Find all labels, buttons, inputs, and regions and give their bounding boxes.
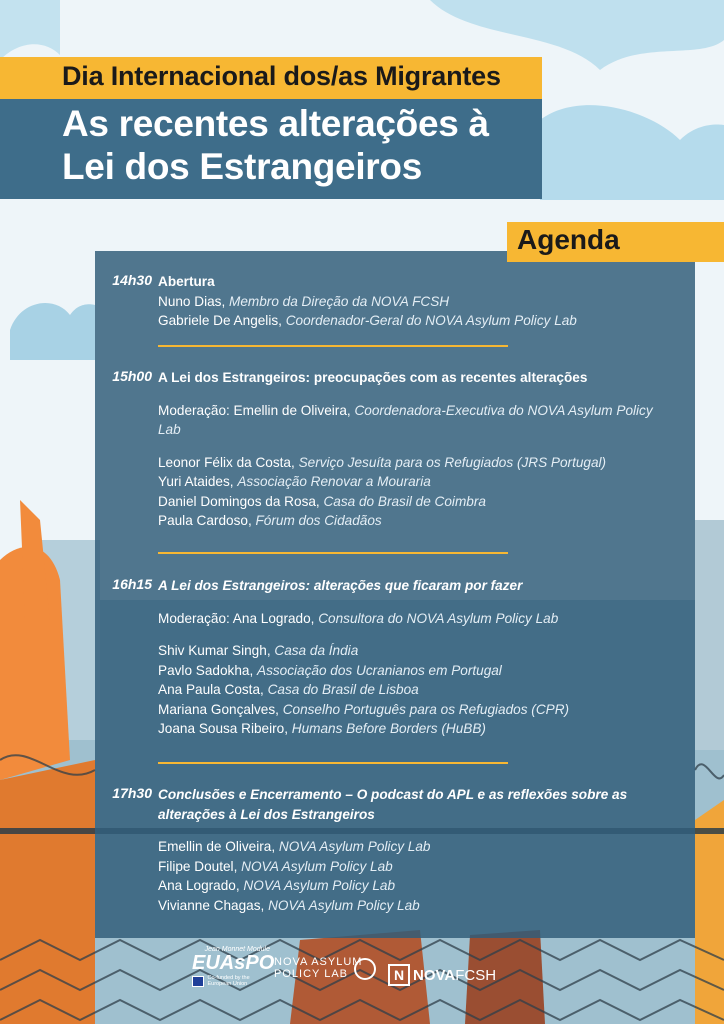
speaker-name: Yuri Ataides — [158, 474, 230, 489]
speaker: Emellin de Oliveira, NOVA Asylum Policy Lab — [158, 839, 431, 854]
event-kicker-band — [0, 57, 542, 99]
speaker: Filipe Doutel, NOVA Asylum Policy Lab — [158, 858, 393, 874]
speaker-role: Associação dos Ucranianos em Portugal — [257, 662, 502, 678]
speaker: Mariana Gonçalves, Conselho Português para os Refugiados (CPR) — [158, 701, 570, 717]
speaker: Leonor Félix da Costa, Serviço Jesuíta para os Refugiados (JRS Portugal) — [158, 454, 607, 470]
eu-flag-icon — [192, 976, 204, 987]
speaker: Gabriele De Angelis, Coordenador-Geral do NOVA Asylum Policy Lab — [158, 313, 577, 328]
section-divider — [158, 552, 508, 554]
speaker-name: Daniel Domingos da Rosa — [158, 493, 316, 509]
page-title-line-1: As recentes alterações à — [62, 103, 489, 144]
speaker-name: Ana Logrado — [158, 878, 236, 893]
speaker-name: Mariana Gonçalves — [158, 701, 276, 717]
euaspo-logo — [192, 946, 275, 998]
apl-line-2: POLICY LAB — [274, 968, 348, 980]
speaker-role: NOVA Asylum Policy Lab — [268, 897, 420, 913]
session-body — [158, 785, 678, 915]
speaker: Nuno Dias, Membro da Direção da NOVA FCSH — [158, 293, 450, 309]
agenda-tag — [507, 222, 724, 262]
speaker-name: Filipe Doutel — [158, 858, 234, 874]
session-title: A Lei dos Estrangeiros: alterações que ficaram por fazer — [158, 578, 523, 593]
speaker-role: Membro da Direção da NOVA FCSH — [229, 293, 450, 309]
session-title: Conclusões e Encerramento – O podcast do APL e as reflexões sobre as alterações à Lei dos Estrangeiros — [158, 787, 628, 822]
speaker-role: Conselho Português para os Refugiados (CPR) — [282, 701, 570, 717]
speaker-role: Serviço Jesuíta para os Refugiados (JRS Portugal) — [298, 454, 607, 470]
agenda-label: Agenda — [517, 224, 620, 255]
partner-logos — [192, 946, 512, 998]
apl-line-1: NOVA ASYLUM — [274, 956, 363, 968]
speaker: Joana Sousa Ribeiro, Humans Before Borders (HuBB) — [158, 721, 486, 736]
speaker-name: Vivianne Chagas — [158, 897, 261, 913]
speaker-role: NOVA Asylum Policy Lab — [243, 878, 396, 893]
session-time: 14h30 — [112, 272, 152, 288]
speaker-role: Associação Renovar a Mouraria — [237, 474, 431, 489]
speaker-role: NOVA Asylum Policy Lab — [278, 839, 431, 854]
euaspo-name: EUAsPO — [192, 952, 275, 974]
session-body — [158, 576, 678, 739]
page-title-line-2: Lei dos Estrangeiros — [62, 146, 422, 187]
speaker-role: Casa do Brasil de Coimbra — [323, 493, 486, 509]
speaker: Vivianne Chagas, NOVA Asylum Policy Lab — [158, 897, 420, 913]
speaker: Pavlo Sadokha, Associação dos Ucranianos em Portugal — [158, 662, 502, 678]
speaker-name: Emellin de Oliveira — [158, 839, 272, 854]
nova-name: NOVA — [413, 966, 456, 984]
nova-suffix: FCSH — [455, 966, 497, 984]
speaker: Daniel Domingos da Rosa, Casa do Brasil de Coimbra — [158, 493, 486, 509]
speaker-name: Nuno Dias — [158, 293, 222, 309]
title-band — [0, 99, 542, 199]
session-time: 17h30 — [112, 785, 152, 801]
session-title: Abertura — [158, 274, 215, 289]
speaker-name: Leonor Félix da Costa — [158, 454, 291, 470]
speaker: Ana Paula Costa, Casa do Brasil de Lisboa — [158, 682, 419, 697]
speaker-role: Fórum dos Cidadãos — [255, 513, 382, 528]
speaker: Yuri Ataides, Associação Renovar a Mouraria — [158, 474, 431, 489]
apl-logo — [274, 956, 374, 992]
apl-emblem-icon — [354, 958, 376, 980]
moderator: Moderação: Emellin de Oliveira — [158, 402, 347, 418]
nova-n-icon: N — [388, 964, 410, 986]
moderator: Moderação: Ana Logrado — [158, 610, 311, 626]
speaker-name: Joana Sousa Ribeiro — [158, 721, 285, 736]
section-divider — [158, 762, 508, 764]
session-time: 15h00 — [112, 368, 152, 384]
moderation: Moderação: Emellin de Oliveira, Coordenadora-Executiva do NOVA Asylum Policy Lab — [158, 402, 653, 437]
moderator-role: Coordenadora-Executiva do NOVA Asylum Policy Lab — [158, 402, 653, 437]
session-time: 16h15 — [112, 576, 152, 592]
nova-fcsh-logo — [388, 960, 508, 990]
speaker-role: NOVA Asylum Policy Lab — [241, 858, 393, 874]
speaker-name: Pavlo Sadokha — [158, 662, 250, 678]
speaker-name: Ana Paula Costa — [158, 682, 261, 697]
speaker-role: Humans Before Borders (HuBB) — [291, 721, 486, 736]
speaker: Shiv Kumar Singh, Casa da Índia — [158, 643, 359, 658]
speaker-name: Shiv Kumar Singh — [158, 643, 267, 658]
session-body — [158, 272, 678, 331]
euaspo-top-text: Jean Monnet Module — [204, 946, 270, 953]
event-kicker: Dia Internacional dos/as Migrantes — [62, 61, 501, 91]
speaker-role: Casa do Brasil de Lisboa — [267, 682, 419, 697]
session-title: A Lei dos Estrangeiros: preocupações com as recentes alterações — [158, 370, 588, 385]
speaker: Ana Logrado, NOVA Asylum Policy Lab — [158, 878, 396, 893]
speaker-name: Paula Cardoso — [158, 513, 248, 528]
session-body — [158, 368, 678, 531]
section-divider — [158, 345, 508, 347]
euaspo-sub: Co-funded by the European Union — [207, 975, 250, 987]
speaker-role: Coordenador-Geral do NOVA Asylum Policy Lab — [285, 313, 577, 328]
moderation: Moderação: Ana Logrado, Consultora do NOVA Asylum Policy Lab — [158, 610, 559, 626]
speaker: Paula Cardoso, Fórum dos Cidadãos — [158, 513, 382, 528]
speaker-name: Gabriele De Angelis — [158, 313, 279, 328]
moderator-role: Consultora do NOVA Asylum Policy Lab — [318, 610, 559, 626]
speaker-role: Casa da Índia — [274, 643, 359, 658]
